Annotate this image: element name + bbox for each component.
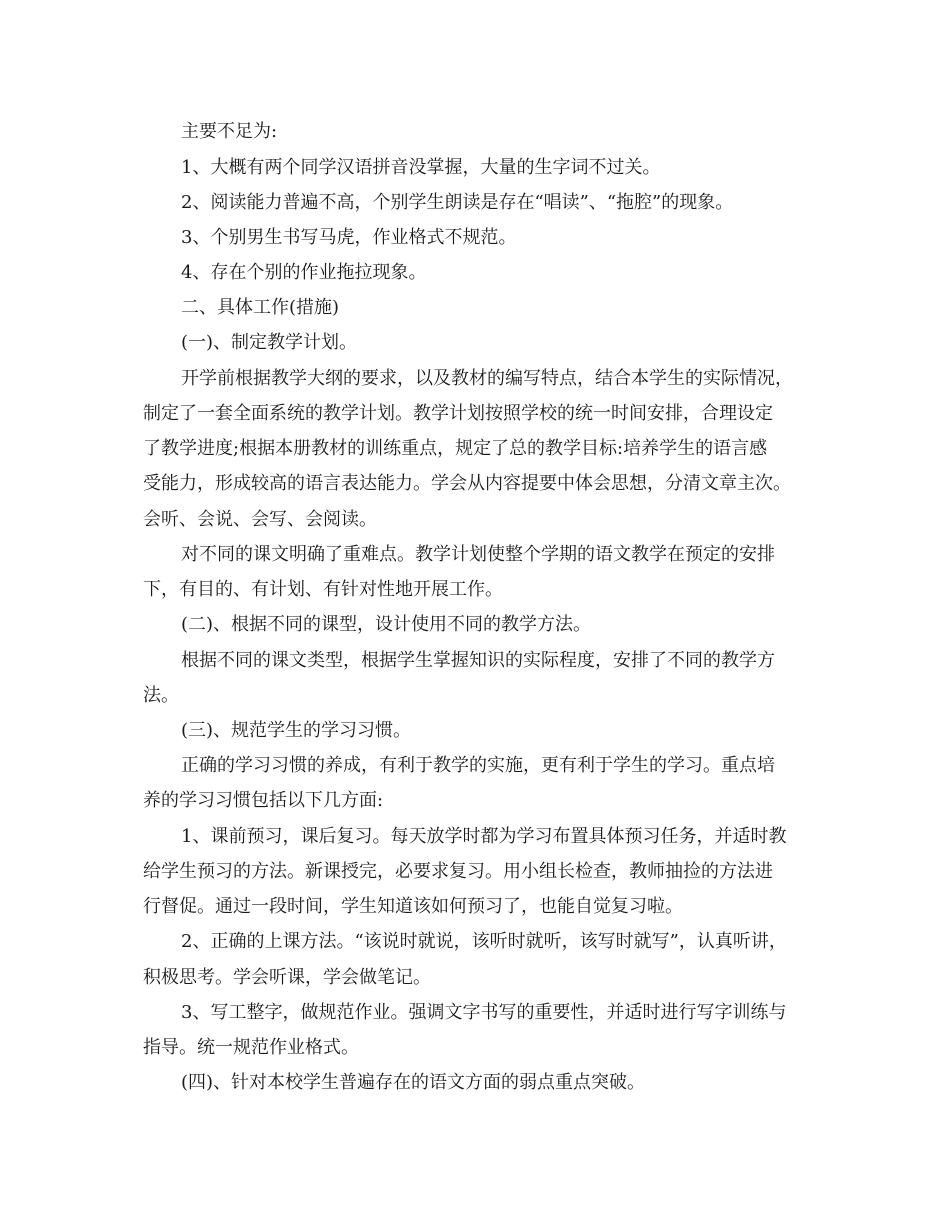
paragraph-line: 积极思考。学会听课，学会做笔记。: [143, 967, 431, 988]
paragraph-line: 给学生预习的方法。新课授完，必要求复习。用小组长检查，教师抽捡的方法进: [143, 861, 773, 882]
subsection-heading: (一)、制定教学计划。: [181, 332, 358, 353]
list-item: 1、大概有两个同学汉语拼音没掌握，大量的生字词不过关。: [181, 157, 661, 178]
paragraph-line: 了教学进度;根据本册教材的训练重点，规定了总的教学目标:培养学生的语言感: [143, 438, 768, 459]
paragraph-line: 正确的学习习惯的养成，有利于教学的实施，更有利于学生的学习。重点培: [181, 755, 775, 776]
paragraph-line: 行督促。通过一段时间，学生知道该如何预习了，也能自觉复习啦。: [143, 896, 683, 917]
paragraph-line: 法。: [143, 685, 179, 706]
subsection-heading: (四)、针对本校学生普遍存在的语文方面的弱点重点突破。: [181, 1072, 646, 1093]
paragraph-line: 开学前根据教学大纲的要求，以及教材的编写特点，结合本学生的实际情况，: [181, 368, 793, 389]
paragraph-line: 下，有目的、有计划、有针对性地开展工作。: [143, 579, 503, 600]
paragraph-line: 指导。统一规范作业格式。: [143, 1037, 359, 1058]
subsection-heading: (三)、规范学生的学习习惯。: [181, 720, 412, 741]
paragraph-line: 养的学习习惯包括以下几方面:: [143, 790, 384, 811]
section-heading: 二、具体工作(措施): [181, 297, 340, 318]
heading-shortcomings: 主要不足为:: [181, 121, 278, 142]
list-item: 4、存在个别的作业拖拉现象。: [181, 262, 427, 283]
paragraph-line: 制定了一套全面系统的教学计划。教学计划按照学校的统一时间安排，合理设定: [143, 403, 773, 424]
paragraph-line: 对不同的课文明确了重难点。教学计划使整个学期的语文教学在预定的安排: [181, 544, 775, 565]
paragraph-line: 根据不同的课文类型，根据学生掌握知识的实际程度，安排了不同的教学方: [181, 650, 775, 671]
subsection-heading: (二)、根据不同的课型，设计使用不同的教学方法。: [181, 614, 592, 635]
list-item: 3、写工整字，做规范作业。强调文字书写的重要性，并适时进行写字训练与: [181, 1002, 787, 1023]
paragraph-line: 受能力，形成较高的语言表达能力。学会从内容提要中体会思想，分清文章主次。: [143, 473, 791, 494]
list-item: 2、正确的上课方法。“该说时就说，该听时就听，该写时就写”，认真听讲，: [181, 931, 787, 952]
list-item: 3、个别男生书写马虎，作业格式不规范。: [181, 227, 517, 248]
paragraph-line: 会听、会说、会写、会阅读。: [143, 509, 377, 530]
list-item: 1、课前预习，课后复习。每天放学时都为学习布置具体预习任务，并适时教: [181, 826, 787, 847]
list-item: 2、阅读能力普遍不高，个别学生朗读是存在“唱读”、“拖腔”的现象。: [181, 192, 734, 213]
